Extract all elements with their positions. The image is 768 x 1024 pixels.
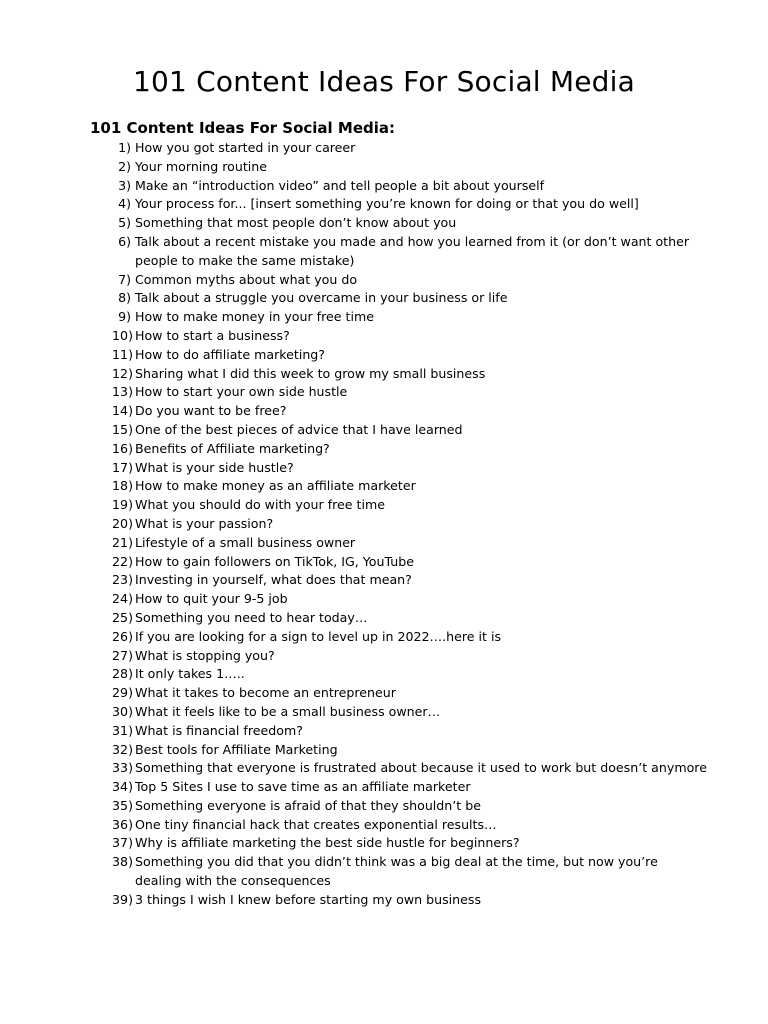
list-item: [0, 778, 768, 797]
list-item-text: What is your passion?: [135, 515, 274, 531]
list-item-number: 5): [118, 215, 131, 231]
list-item-text: How to make money in your free time: [135, 309, 374, 325]
list-item-text: It only takes 1…..: [135, 666, 245, 682]
list-item: [0, 834, 768, 853]
list-item: [0, 496, 768, 515]
list-item-number: 25): [112, 609, 133, 625]
list-item: [0, 402, 768, 421]
list-item: [0, 571, 768, 590]
list-item-number: 7): [118, 271, 131, 287]
list-item: [0, 139, 768, 158]
list-item-number: 13): [112, 384, 133, 400]
list-item-number: 17): [112, 459, 133, 475]
list-item-text: Common myths about what you do: [135, 271, 358, 287]
list-item-number: 14): [112, 403, 133, 419]
list-item-number: 20): [112, 515, 133, 531]
list-item: [0, 421, 768, 440]
list-item: [0, 684, 768, 703]
list-item-text: How you got started in your career: [135, 140, 356, 155]
list-item-text: Sharing what I did this week to grow my small business: [135, 365, 486, 381]
list-item: [0, 797, 768, 816]
list-item-number: 1): [118, 140, 131, 155]
list-item-text: What is stopping you?: [135, 647, 275, 663]
list-item-number: 15): [112, 421, 133, 437]
list-item-text: Something that most people don’t know about you: [135, 215, 457, 231]
list-item: [0, 177, 768, 196]
list-item: [0, 741, 768, 760]
list-item-number: 37): [112, 835, 133, 851]
list-item-number: 32): [112, 741, 133, 757]
list-item-number: 34): [112, 779, 133, 795]
list-item: [0, 515, 768, 534]
list-item-number: 9): [118, 309, 131, 325]
list-item-number: 31): [112, 722, 133, 738]
list-item-text: Best tools for Affiliate Marketing: [135, 741, 338, 757]
list-item: [0, 534, 768, 553]
list-item-text: Your morning routine: [135, 158, 268, 174]
list-item-text: If you are looking for a sign to level up in 2022….here it is: [135, 628, 502, 644]
list-item: [0, 590, 768, 609]
list-item-text: One tiny financial hack that creates exponential results…: [135, 816, 497, 832]
list-item-number: 4): [118, 196, 131, 212]
list-item-number: 2): [118, 158, 131, 174]
list-item-number: 12): [112, 365, 133, 381]
list-item: [0, 609, 768, 628]
list-item-number: 24): [112, 591, 133, 607]
list-item: [0, 477, 768, 496]
list-item-text: Make an “introduction video” and tell people a bit about yourself: [135, 177, 545, 193]
list-item-number: 19): [112, 497, 133, 513]
list-item-text: Talk about a struggle you overcame in your business or life: [135, 290, 508, 306]
list-item-number: 11): [112, 346, 133, 362]
list-item: [0, 665, 768, 684]
list-item: [0, 365, 768, 384]
list-item-number: 36): [112, 816, 133, 832]
list-item-number: 26): [112, 628, 133, 644]
ideas-list: [0, 139, 768, 910]
list-item-number: 18): [112, 478, 133, 494]
list-item: [0, 816, 768, 835]
list-item-text: Talk about a recent mistake you made and how you learned from it (or don’t want other people to make the same mistake): [135, 233, 690, 268]
list-item-text: What it takes to become an entrepreneur: [135, 685, 396, 701]
list-item: [0, 289, 768, 308]
list-item: [0, 891, 768, 910]
list-item-text: Something that everyone is frustrated about because it used to work but doesn’t anymore: [135, 760, 707, 776]
list-item-number: 28): [112, 666, 133, 682]
list-item-text: Investing in yourself, what does that mean?: [135, 572, 412, 588]
list-item-text: How to start your own side hustle: [135, 384, 348, 400]
list-item-number: 33): [112, 760, 133, 776]
list-item-text: 3 things I wish I knew before starting my own business: [135, 891, 482, 907]
list-item: [0, 346, 768, 365]
list-item: [0, 647, 768, 666]
list-item-text: How to make money as an affiliate marketer: [135, 478, 416, 494]
list-item-text: Something you need to hear today…: [135, 609, 368, 625]
list-item-number: 23): [112, 572, 133, 588]
list-item: [0, 759, 768, 778]
list-item-text: Why is affiliate marketing the best side hustle for beginners?: [135, 835, 520, 851]
list-item-number: 29): [112, 685, 133, 701]
list-item-number: 10): [112, 327, 133, 343]
list-item: [0, 722, 768, 741]
list-item-text: How to quit your 9-5 job: [135, 591, 288, 607]
list-item: [0, 440, 768, 459]
list-item: [0, 327, 768, 346]
list-item: [0, 271, 768, 290]
list-item-number: 6): [118, 233, 131, 249]
list-item-text: Lifestyle of a small business owner: [135, 534, 356, 550]
list-item-text: One of the best pieces of advice that I have learned: [135, 421, 463, 437]
list-item-number: 39): [112, 891, 133, 907]
list-item: [0, 308, 768, 327]
list-item-text: Something you did that you didn’t think was a big deal at the time, but now you’re dealing with the consequences: [135, 854, 658, 889]
list-item: [0, 233, 768, 271]
list-item-text: Your process for... [insert something you’re known for doing or that you do well]: [135, 196, 639, 212]
list-item-text: What it feels like to be a small business owner…: [135, 703, 441, 719]
list-item: [0, 195, 768, 214]
section-heading: 101 Content Ideas For Social Media:: [90, 119, 395, 137]
list-item-text: How to gain followers on TikTok, IG, YouTube: [135, 553, 414, 569]
list-item: [0, 553, 768, 572]
list-item: [0, 158, 768, 177]
list-item-number: 21): [112, 534, 133, 550]
list-item-text: What is your side hustle?: [135, 459, 294, 475]
list-item-text: How to do affiliate marketing?: [135, 346, 325, 362]
list-item-number: 27): [112, 647, 133, 663]
list-item: [0, 383, 768, 402]
list-item-text: Do you want to be free?: [135, 403, 287, 419]
list-item-text: Benefits of Affiliate marketing?: [135, 440, 330, 456]
list-item-number: 8): [118, 290, 131, 306]
list-item-text: What is financial freedom?: [135, 722, 303, 738]
list-item-number: 22): [112, 553, 133, 569]
list-item-number: 16): [112, 440, 133, 456]
list-item: [0, 214, 768, 233]
list-item-text: What you should do with your free time: [135, 497, 385, 513]
list-item: [0, 459, 768, 478]
list-item: [0, 853, 768, 891]
list-item-number: 3): [118, 177, 131, 193]
list-item-number: 30): [112, 703, 133, 719]
document-title: 101 Content Ideas For Social Media: [133, 65, 635, 98]
list-item-number: 38): [112, 854, 133, 870]
list-item-text: How to start a business?: [135, 327, 290, 343]
list-item-text: Top 5 Sites I use to save time as an affiliate marketer: [135, 779, 471, 795]
list-item-number: 35): [112, 797, 133, 813]
list-item: [0, 628, 768, 647]
list-item: [0, 703, 768, 722]
list-item-text: Something everyone is afraid of that they shouldn’t be: [135, 797, 481, 813]
